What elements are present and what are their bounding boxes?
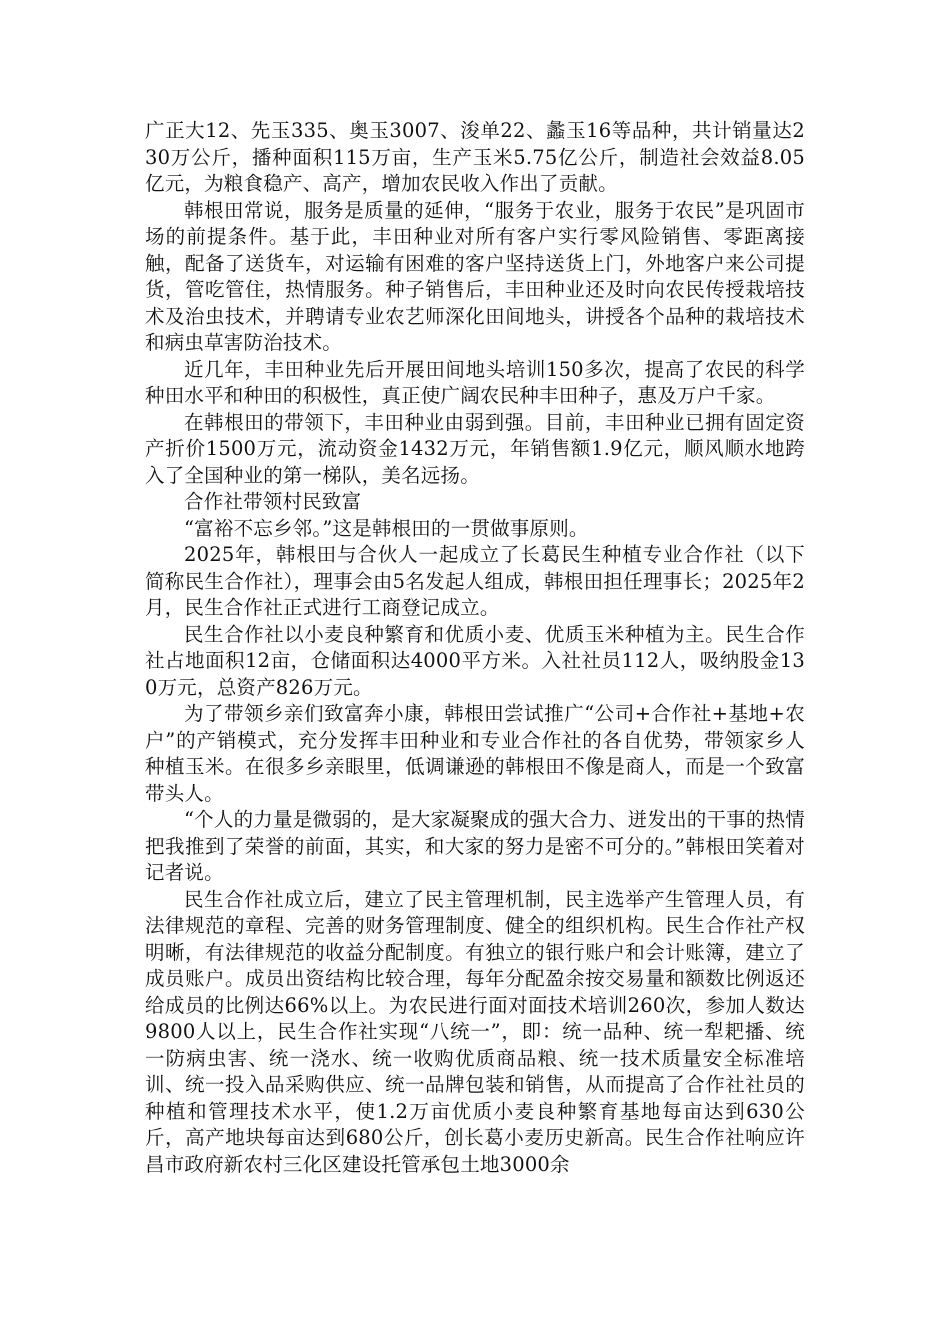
document-page (145, 118, 805, 1178)
paragraph-1: 广正大12、先玉335、奥玉3007、浚单22、蠡玉16等品种，共计销量达230万公斤，播种面积115万亩，生产玉米5.75亿公斤，制造社会效益8.05亿元，为粮食稳产、高产，增加农民收入作出了贡献。 (145, 119, 805, 195)
paragraph-5: “富裕不忘乡邻。”这是韩根田的一贯做事原则。 (184, 516, 589, 540)
section-heading: 合作社带领村民致富 (184, 490, 362, 513)
paragraph-3: 近几年，丰田种业先后开展田间地头培训150多次，提高了农民的科学种田水平和种田的积极性，真正使广阔农民种丰田种子，惠及万户千家。 (145, 357, 805, 407)
paragraph-10: 民生合作社成立后，建立了民主管理机制，民主选举产生管理人员，有法律规范的章程、完善的财务管理制度、健全的组织机构。民生合作社产权明晰，有法律规范的收益分配制度。有独立的银行账户和会计账簿，建立了成员账户。成员出资结构比较合理，每年分配盈余按交易量和额数比例返还给成员的比例达66%以上。为农民进行面对面技术培训260次，参加人数达9800人以上，民生合作社实现“八统一”，即：统一品种、统一犁耙播、统一防病虫害、统一浇水、统一收购优质商品粮、统一技术质量安全标准培训、统一投入品采购供应、统一品牌包装和销售，从而提高了合作社社员的种植和管理技术水平，使1.2万亩优质小麦良种繁育基地每亩达到630公斤，高产地块每亩达到680公斤，创长葛小麦历史新高。民生合作社响应许昌市政府新农村三化区建设托管承包土地3000余 (145, 887, 805, 1176)
paragraph-8: 为了带领乡亲们致富奔小康，韩根田尝试推广“公司+合作社+基地+农户”的产销模式，充分发挥丰田种业和专业合作社的各自优势，带领家乡人种植玉米。在很多乡亲眼里，低调谦逊的韩根田不像是商人，而是一个致富带头人。 (145, 702, 805, 805)
paragraph-7: 民生合作社以小麦良种繁育和优质小麦、优质玉米种植为主。民生合作社占地面积12亩，仓储面积达4000平方米。入社社员112人，吸纳股金130万元，总资产826万元。 (145, 622, 805, 699)
paragraph-4: 在韩根田的带领下，丰田种业由弱到强。目前，丰田种业已拥有固定资产折价1500万元，流动资金1432万元，年销售额1.9亿元，顺风顺水地跨入了全国种业的第一梯队，美名远扬。 (145, 410, 805, 487)
paragraph-6: 2025年，韩根田与合伙人一起成立了长葛民生种植专业合作社（以下简称民生合作社），理事会由5名发起人组成，韩根田担任理事长；2025年2月，民生合作社正式进行工商登记成立。 (145, 543, 805, 619)
paragraph-9: “个人的力量是微弱的，是大家凝聚成的强大合力、迸发出的干事的热情把我推到了荣誉的前面，其实，和大家的努力是密不可分的。”韩根田笑着对记者说。 (145, 808, 805, 884)
paragraph-2: 韩根田常说，服务是质量的延伸，“服务于农业，服务于农民”是巩固市场的前提条件。基于此，丰田种业对所有客户实行零风险销售、零距离接触，配备了送货车，对运输有困难的客户坚持送货上门，外地客户来公司提货，管吃管住，热情服务。种子销售后，丰田种业还及时向农民传授栽培技术及治虫技术，并聘请专业农艺师深化田间地头，讲授各个品种的栽培技术和病虫草害防治技术。 (145, 198, 805, 354)
